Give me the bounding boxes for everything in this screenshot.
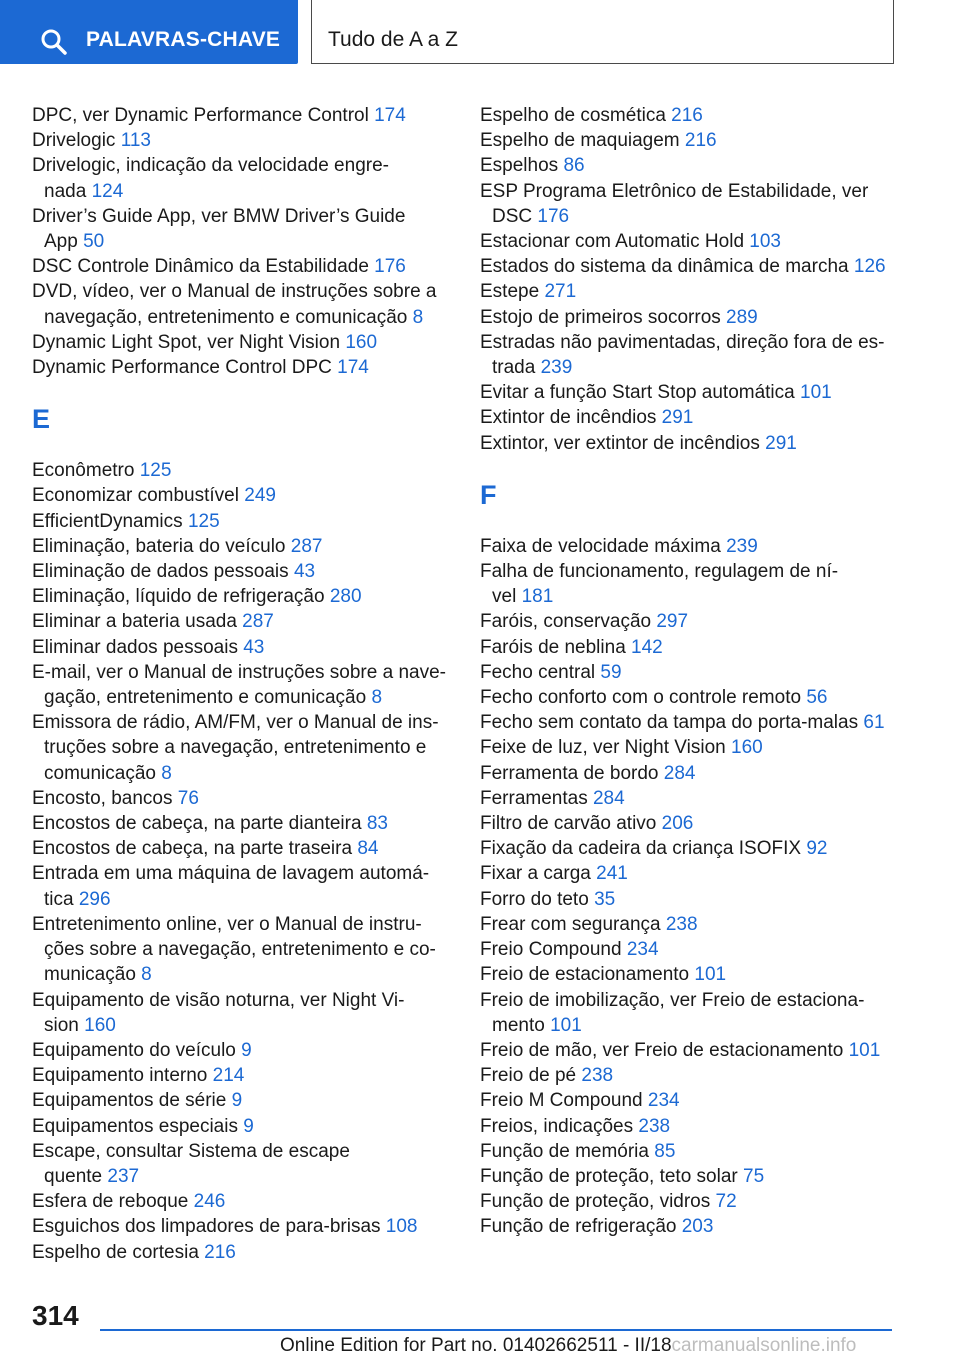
page-link[interactable]: 284: [592, 787, 625, 809]
entry-text: Equipamento do veículo: [32, 1039, 236, 1061]
page-link[interactable]: 249: [244, 485, 276, 507]
entry-text: Ferramenta de bordo: [480, 762, 659, 784]
index-entry: [32, 861, 452, 911]
index-entry: [480, 279, 910, 304]
page-link[interactable]: 108: [385, 1216, 418, 1238]
page-number: 314: [32, 1300, 79, 1331]
entry-text: Emissora de rádio, AM/FM, ver o Manual de ins-: [32, 712, 439, 734]
page-link[interactable]: 8: [141, 964, 152, 986]
entry-text: vel: [492, 586, 517, 608]
page-link[interactable]: 35: [594, 888, 616, 910]
index-entry: [480, 988, 910, 1038]
page-link[interactable]: 9: [231, 1090, 243, 1112]
page-link[interactable]: 86: [563, 155, 585, 177]
entry-text: Estacionar com Automatic Hold: [480, 231, 745, 253]
page-link[interactable]: 101: [550, 1014, 582, 1036]
page-link[interactable]: 239: [540, 357, 573, 379]
index-entry: [32, 1063, 452, 1088]
index-entry: [32, 483, 452, 508]
entry-text: Freios, indicações: [480, 1115, 634, 1137]
page-link[interactable]: 92: [806, 838, 828, 860]
index-entry: [480, 1189, 910, 1214]
entry-text: Entrada em uma máquina de lavagem automá-: [32, 863, 430, 885]
watermark-text: carmanualsonline.info: [671, 1335, 857, 1356]
index-entry: [480, 786, 910, 811]
index-entry: [480, 761, 910, 786]
entry-text: Espelho de cortesia: [32, 1241, 199, 1263]
page-link[interactable]: 59: [600, 661, 622, 683]
page-link[interactable]: 203: [681, 1216, 714, 1238]
page-link[interactable]: 216: [204, 1241, 236, 1263]
page-link[interactable]: 176: [537, 205, 570, 227]
entry-text: trada: [492, 357, 536, 379]
entry-text: Faróis, conservação: [480, 611, 652, 633]
entry-text: Estojo de primeiros socorros: [480, 306, 721, 328]
page-link[interactable]: 237: [107, 1165, 140, 1187]
index-entry: [32, 355, 452, 380]
index-entry: [32, 204, 452, 254]
index-entry: [32, 836, 452, 861]
page-link[interactable]: 8: [371, 687, 383, 709]
index-entry: [32, 254, 452, 279]
page-link[interactable]: 101: [800, 382, 832, 404]
index-entry: [480, 254, 910, 279]
index-column-left: [32, 103, 452, 1265]
entry-text: DPC, ver Dynamic Performance Control: [32, 105, 369, 126]
page-link[interactable]: 160: [84, 1014, 116, 1036]
entry-text: Econômetro: [32, 460, 135, 482]
entry-text: Extintor, ver extintor de incêndios: [480, 432, 760, 454]
page-link[interactable]: 181: [521, 586, 554, 608]
index-entry: [480, 405, 910, 430]
entry-text: tica: [44, 888, 74, 910]
entry-text: Forro do teto: [480, 888, 589, 910]
page-link[interactable]: 174: [337, 357, 369, 379]
page-link[interactable]: 125: [139, 460, 172, 482]
index-entry: [480, 609, 910, 634]
index-entry: [32, 786, 452, 811]
page-link[interactable]: 56: [806, 687, 828, 709]
page-link[interactable]: 126: [853, 256, 886, 278]
entry-text: EfficientDynamics: [32, 510, 183, 532]
page-link[interactable]: 50: [83, 231, 105, 253]
index-entry: [480, 836, 910, 861]
entry-text: Entretenimento online, ver o Manual de instru-: [32, 913, 422, 935]
entry-text: Espelho de maquiagem: [480, 130, 680, 152]
page-link[interactable]: 101: [694, 964, 727, 986]
entry-text: Fixar a carga: [480, 863, 591, 885]
page-link[interactable]: 271: [544, 281, 577, 303]
index-column-right: [480, 103, 910, 1240]
entry-text: Equipamento de visão noturna, ver Night Vi-: [32, 989, 405, 1011]
entry-text: Feixe de luz, ver Night Vision: [480, 737, 726, 759]
page-link[interactable]: 287: [290, 535, 323, 557]
page-link[interactable]: 238: [665, 913, 698, 935]
entry-text: Dynamic Light Spot, ver Night Vision: [32, 331, 341, 353]
page-link[interactable]: 160: [731, 737, 763, 759]
header: [0, 0, 960, 68]
entry-text: App: [44, 231, 78, 253]
page-link[interactable]: 241: [596, 863, 628, 885]
page-link[interactable]: 176: [374, 256, 406, 278]
entry-text: gação, entretenimento e comunicação: [44, 687, 367, 709]
entry-text: Esfera de reboque: [32, 1191, 189, 1213]
entry-text: Dynamic Performance Control DPC: [32, 357, 332, 379]
index-entry: [32, 103, 452, 128]
entry-text: quente: [44, 1165, 103, 1187]
entry-text: Função de memória: [480, 1140, 649, 1162]
entry-text: Filtro de carvão ativo: [480, 813, 657, 835]
page-link[interactable]: 9: [243, 1115, 254, 1137]
page-link[interactable]: 234: [626, 939, 659, 961]
page-link[interactable]: 284: [663, 762, 696, 784]
entry-text: Função de proteção, teto solar: [480, 1165, 738, 1187]
index-entry: [32, 279, 452, 329]
entry-text: Driver’s Guide App, ver BMW Driver’s Guide: [32, 205, 406, 227]
entry-text: Função de refrigeração: [480, 1216, 677, 1238]
index-entry: [480, 887, 910, 912]
section-title: Tudo de A a Z: [328, 28, 458, 51]
index-entry: [32, 1214, 452, 1239]
entry-text: Ferramentas: [480, 787, 588, 809]
index-entry: [480, 534, 910, 559]
section-letter: E: [32, 404, 51, 435]
entry-text: Evitar a função Start Stop automática: [480, 382, 795, 404]
index-entry: [32, 509, 452, 534]
page-link[interactable]: 160: [345, 331, 378, 353]
index-entry: [480, 962, 910, 987]
index-entry: [480, 1164, 910, 1189]
page-link[interactable]: 297: [656, 611, 689, 633]
index-entry: [32, 710, 452, 786]
index-entry: [32, 912, 452, 988]
entry-text: Equipamentos especiais: [32, 1115, 238, 1137]
entry-text: Esguichos dos limpadores de para-brisas: [32, 1216, 381, 1238]
page-link[interactable]: 214: [212, 1065, 245, 1087]
index-entry: [32, 1240, 452, 1265]
page-link[interactable]: 43: [243, 636, 265, 658]
index-entry: [32, 330, 452, 355]
index-entry: [32, 128, 452, 153]
page-link[interactable]: 291: [765, 432, 797, 454]
section-letter: F: [480, 479, 497, 510]
entry-text: Função de proteção, vidros: [480, 1191, 711, 1213]
index-entry: [480, 710, 910, 735]
index-entry: [32, 1088, 452, 1113]
index-entry: [32, 609, 452, 634]
entry-text: truções sobre a navegação, entretenimento e: [44, 737, 427, 759]
entry-text: Freio de estacionamento: [480, 964, 690, 986]
search-tab-label: PALAVRAS-CHAVE: [86, 28, 281, 51]
page-link[interactable]: 75: [743, 1165, 765, 1187]
entry-text: sion: [44, 1014, 79, 1036]
index-entry: [480, 1114, 910, 1139]
entry-text: ções sobre a navegação, entretenimento e co-: [44, 939, 436, 961]
page-link[interactable]: 238: [581, 1065, 614, 1087]
entry-text: Eliminação, bateria do veículo: [32, 535, 286, 557]
page-link[interactable]: 216: [671, 105, 703, 126]
index-entry: [32, 1189, 452, 1214]
entry-text: Fecho conforto com o controle remoto: [480, 687, 802, 709]
entry-text: DSC: [492, 205, 533, 227]
page-link[interactable]: 216: [684, 130, 717, 152]
entry-text: Encosto, bancos: [32, 787, 173, 809]
page-link[interactable]: 234: [647, 1090, 680, 1112]
entry-text: municação: [44, 964, 136, 986]
entry-text: Freio de imobilização, ver Freio de estaciona-: [480, 989, 865, 1011]
entry-text: Espelhos: [480, 155, 559, 177]
search-icon: [40, 28, 68, 56]
index-entry: [480, 912, 910, 937]
index-entry: [32, 988, 452, 1038]
index-entry: [480, 330, 910, 380]
page-link[interactable]: 246: [193, 1191, 226, 1213]
index-entry: [32, 811, 452, 836]
entry-text: Drivelogic, indicação da velocidade engre-: [32, 155, 389, 177]
index-entry: [480, 861, 910, 886]
entry-text: Eliminar a bateria usada: [32, 611, 237, 633]
entry-text: navegação, entretenimento e comunicação: [44, 306, 408, 328]
index-entry: [480, 685, 910, 710]
page-link[interactable]: 280: [329, 586, 362, 608]
entry-text: Estados do sistema da dinâmica de marcha: [480, 256, 849, 278]
index-entry: [480, 635, 910, 660]
index-entry: [480, 153, 910, 178]
index-entry: [480, 1038, 910, 1063]
index-entry: [32, 1114, 452, 1139]
entry-text: Eliminação de dados pessoais: [32, 561, 289, 583]
index-entry: [32, 584, 452, 609]
entry-text: Faróis de neblina: [480, 636, 626, 658]
entry-text: Equipamento interno: [32, 1065, 208, 1087]
entry-text: Economizar combustível: [32, 485, 239, 507]
index-entry: [32, 660, 452, 710]
entry-text: Equipamentos de série: [32, 1090, 227, 1112]
entry-text: mento: [492, 1014, 545, 1036]
index-entry: [480, 305, 910, 330]
index-entry: [32, 559, 452, 584]
page-link[interactable]: 124: [91, 180, 124, 202]
index-entry: [480, 229, 910, 254]
index-entry: [480, 660, 910, 685]
entry-text: Fecho sem contato da tampa do porta-malas: [480, 712, 859, 734]
index-entry: [32, 1038, 452, 1063]
page-link[interactable]: 61: [863, 712, 885, 734]
page-link[interactable]: 85: [654, 1140, 676, 1162]
entry-text: Encostos de cabeça, na parte traseira: [32, 838, 353, 860]
entry-text: Falha de funcionamento, regulagem de ní-: [480, 561, 839, 583]
entry-text: Escape, consultar Sistema de escape: [32, 1140, 350, 1162]
entry-text: Espelho de cosmética: [480, 105, 666, 126]
entry-text: Freio Compound: [480, 939, 622, 961]
entry-text: nada: [44, 180, 87, 202]
entry-text: Estradas não pavimentadas, direção fora de es-: [480, 331, 885, 353]
entry-text: comunicação: [44, 762, 156, 784]
index-entry: [32, 1139, 452, 1189]
index-entry: [32, 153, 452, 203]
page-link[interactable]: 296: [78, 888, 111, 910]
index-entry: [480, 735, 910, 760]
page-link[interactable]: 142: [631, 636, 663, 658]
entry-text: Freio de mão, ver Freio de estacionamento: [480, 1039, 844, 1061]
index-entry: [480, 103, 910, 128]
index-entry: [480, 1214, 910, 1239]
index-entry: [480, 937, 910, 962]
index-entry: [480, 1063, 910, 1088]
index-entry: [480, 431, 910, 456]
page-link[interactable]: 9: [241, 1039, 252, 1061]
index-entry: [480, 1139, 910, 1164]
page-link[interactable]: 113: [120, 130, 151, 152]
index-entry: [32, 534, 452, 559]
entry-text: DVD, vídeo, ver o Manual de instruções sobre a: [32, 281, 437, 303]
keywords-search-button[interactable]: [0, 0, 298, 64]
page-link[interactable]: 289: [726, 306, 758, 328]
entry-text: Eliminar dados pessoais: [32, 636, 238, 658]
entry-text: Faixa de velocidade máxima: [480, 535, 721, 557]
index-entry: [480, 811, 910, 836]
entry-text: E-mail, ver o Manual de instruções sobre a nave-: [32, 661, 446, 683]
page-link[interactable]: 103: [749, 231, 781, 253]
page-link[interactable]: 83: [366, 813, 388, 835]
entry-text: Fixação da cadeira da criança ISOFIX: [480, 838, 802, 860]
page-link[interactable]: 291: [661, 407, 694, 429]
page-link[interactable]: 206: [661, 813, 694, 835]
index-entry: [480, 179, 910, 229]
edition-text: Online Edition for Part no. 01402662511 - II/18: [280, 1335, 672, 1356]
entry-text: DSC Controle Dinâmico da Estabilidade: [32, 256, 369, 278]
entry-text: Freio M Compound: [480, 1090, 643, 1112]
entry-text: Frear com segurança: [480, 913, 661, 935]
index-entry: [32, 635, 452, 660]
index-entry: [480, 128, 910, 153]
index-entry: [480, 380, 910, 405]
page-link[interactable]: 125: [187, 510, 220, 532]
index-entry: [480, 559, 910, 609]
page-link[interactable]: 43: [293, 561, 316, 583]
page-link[interactable]: 101: [848, 1039, 881, 1061]
section-title-box: [311, 0, 894, 64]
page-link[interactable]: 8: [161, 762, 172, 784]
page-link[interactable]: 239: [726, 535, 758, 557]
index-entry: [480, 1088, 910, 1113]
entry-text: ESP Programa Eletrônico de Estabilidade, ver: [480, 180, 869, 202]
entry-text: Encostos de cabeça, na parte dianteira: [32, 813, 362, 835]
entry-text: Eliminação, líquido de refrigeração: [32, 586, 325, 608]
page-link[interactable]: 238: [638, 1115, 671, 1137]
footer-divider: [100, 1329, 892, 1331]
page-link[interactable]: 76: [177, 787, 199, 809]
entry-text: Fecho central: [480, 661, 596, 683]
entry-text: Drivelogic: [32, 130, 116, 152]
page-link[interactable]: 287: [242, 611, 274, 633]
page-link[interactable]: 174: [374, 105, 406, 126]
page-link[interactable]: 84: [357, 838, 379, 860]
entry-text: Extintor de incêndios: [480, 407, 657, 429]
page-link[interactable]: 8: [412, 306, 424, 328]
page-link[interactable]: 72: [715, 1191, 737, 1213]
entry-text: Freio de pé: [480, 1065, 577, 1087]
entry-text: Estepe: [480, 281, 540, 303]
index-entry: [32, 458, 452, 483]
footer-edition: [280, 1335, 856, 1357]
